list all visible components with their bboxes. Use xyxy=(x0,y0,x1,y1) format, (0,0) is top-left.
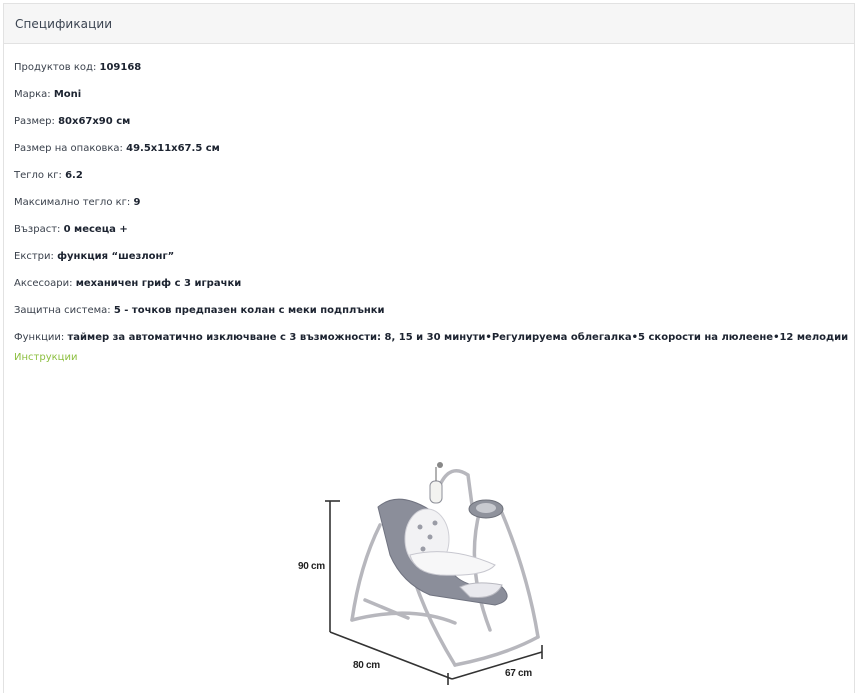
height-dimension-label: 90 cm xyxy=(298,561,325,572)
spec-row-max-weight xyxy=(14,193,848,220)
spec-value: таймер за автоматично изключване с 3 възможности: 8, 15 и 30 минути•Регулируема облегалка•5 скорости на люлеене•12 мелодии xyxy=(67,332,849,343)
spec-list xyxy=(14,58,848,355)
spec-value: 6.2 xyxy=(65,170,83,181)
width-dimension-label: 67 cm xyxy=(505,668,532,679)
spec-row-weight xyxy=(14,166,848,193)
spec-row-safety-system xyxy=(14,301,848,328)
baby-swing-illustration xyxy=(290,415,600,687)
spec-row-extras xyxy=(14,247,848,274)
spec-value: 0 месеца + xyxy=(63,224,128,235)
toy-mobile xyxy=(430,462,443,503)
spec-label: Марка: xyxy=(14,89,51,100)
specifications-title: Спецификации xyxy=(15,16,113,31)
spec-value: Moni xyxy=(53,89,82,100)
spec-value: 9 xyxy=(133,197,141,208)
product-image xyxy=(290,415,600,687)
spec-row-brand xyxy=(14,85,848,112)
spec-row-age xyxy=(14,220,848,247)
spec-label: Възраст: xyxy=(14,224,61,235)
spec-row-package-size xyxy=(14,139,848,166)
spec-value: 109168 xyxy=(99,62,142,73)
spec-value: 80x67x90 см xyxy=(58,116,131,127)
spec-row-accessories xyxy=(14,274,848,301)
spec-label: Функции: xyxy=(14,332,65,343)
spec-label: Максимално тегло кг: xyxy=(14,197,131,208)
spec-label: Екстри: xyxy=(14,251,54,262)
motor-unit xyxy=(469,500,503,518)
spec-label: Продуктов код: xyxy=(14,62,97,73)
spec-label: Тегло кг: xyxy=(14,170,62,181)
spec-value: 5 - точков предпазен колан с меки подплънки xyxy=(113,305,385,316)
spec-label: Размер на опаковка: xyxy=(14,143,123,154)
spec-row-functions xyxy=(14,328,848,355)
spec-label: Аксесоари: xyxy=(14,278,73,289)
spec-value: функция “шезлонг” xyxy=(57,251,175,262)
specifications-header xyxy=(4,4,854,44)
spec-label: Защитна система: xyxy=(14,305,111,316)
spec-value: 49.5x11x67.5 см xyxy=(126,143,220,154)
spec-row-product-code xyxy=(14,58,848,85)
spec-label: Размер: xyxy=(14,116,55,127)
instructions-link[interactable]: Инструкции xyxy=(14,352,78,363)
spec-row-size xyxy=(14,112,848,139)
spec-value: механичен гриф с 3 играчки xyxy=(75,278,242,289)
depth-dimension-label: 80 cm xyxy=(353,660,380,671)
